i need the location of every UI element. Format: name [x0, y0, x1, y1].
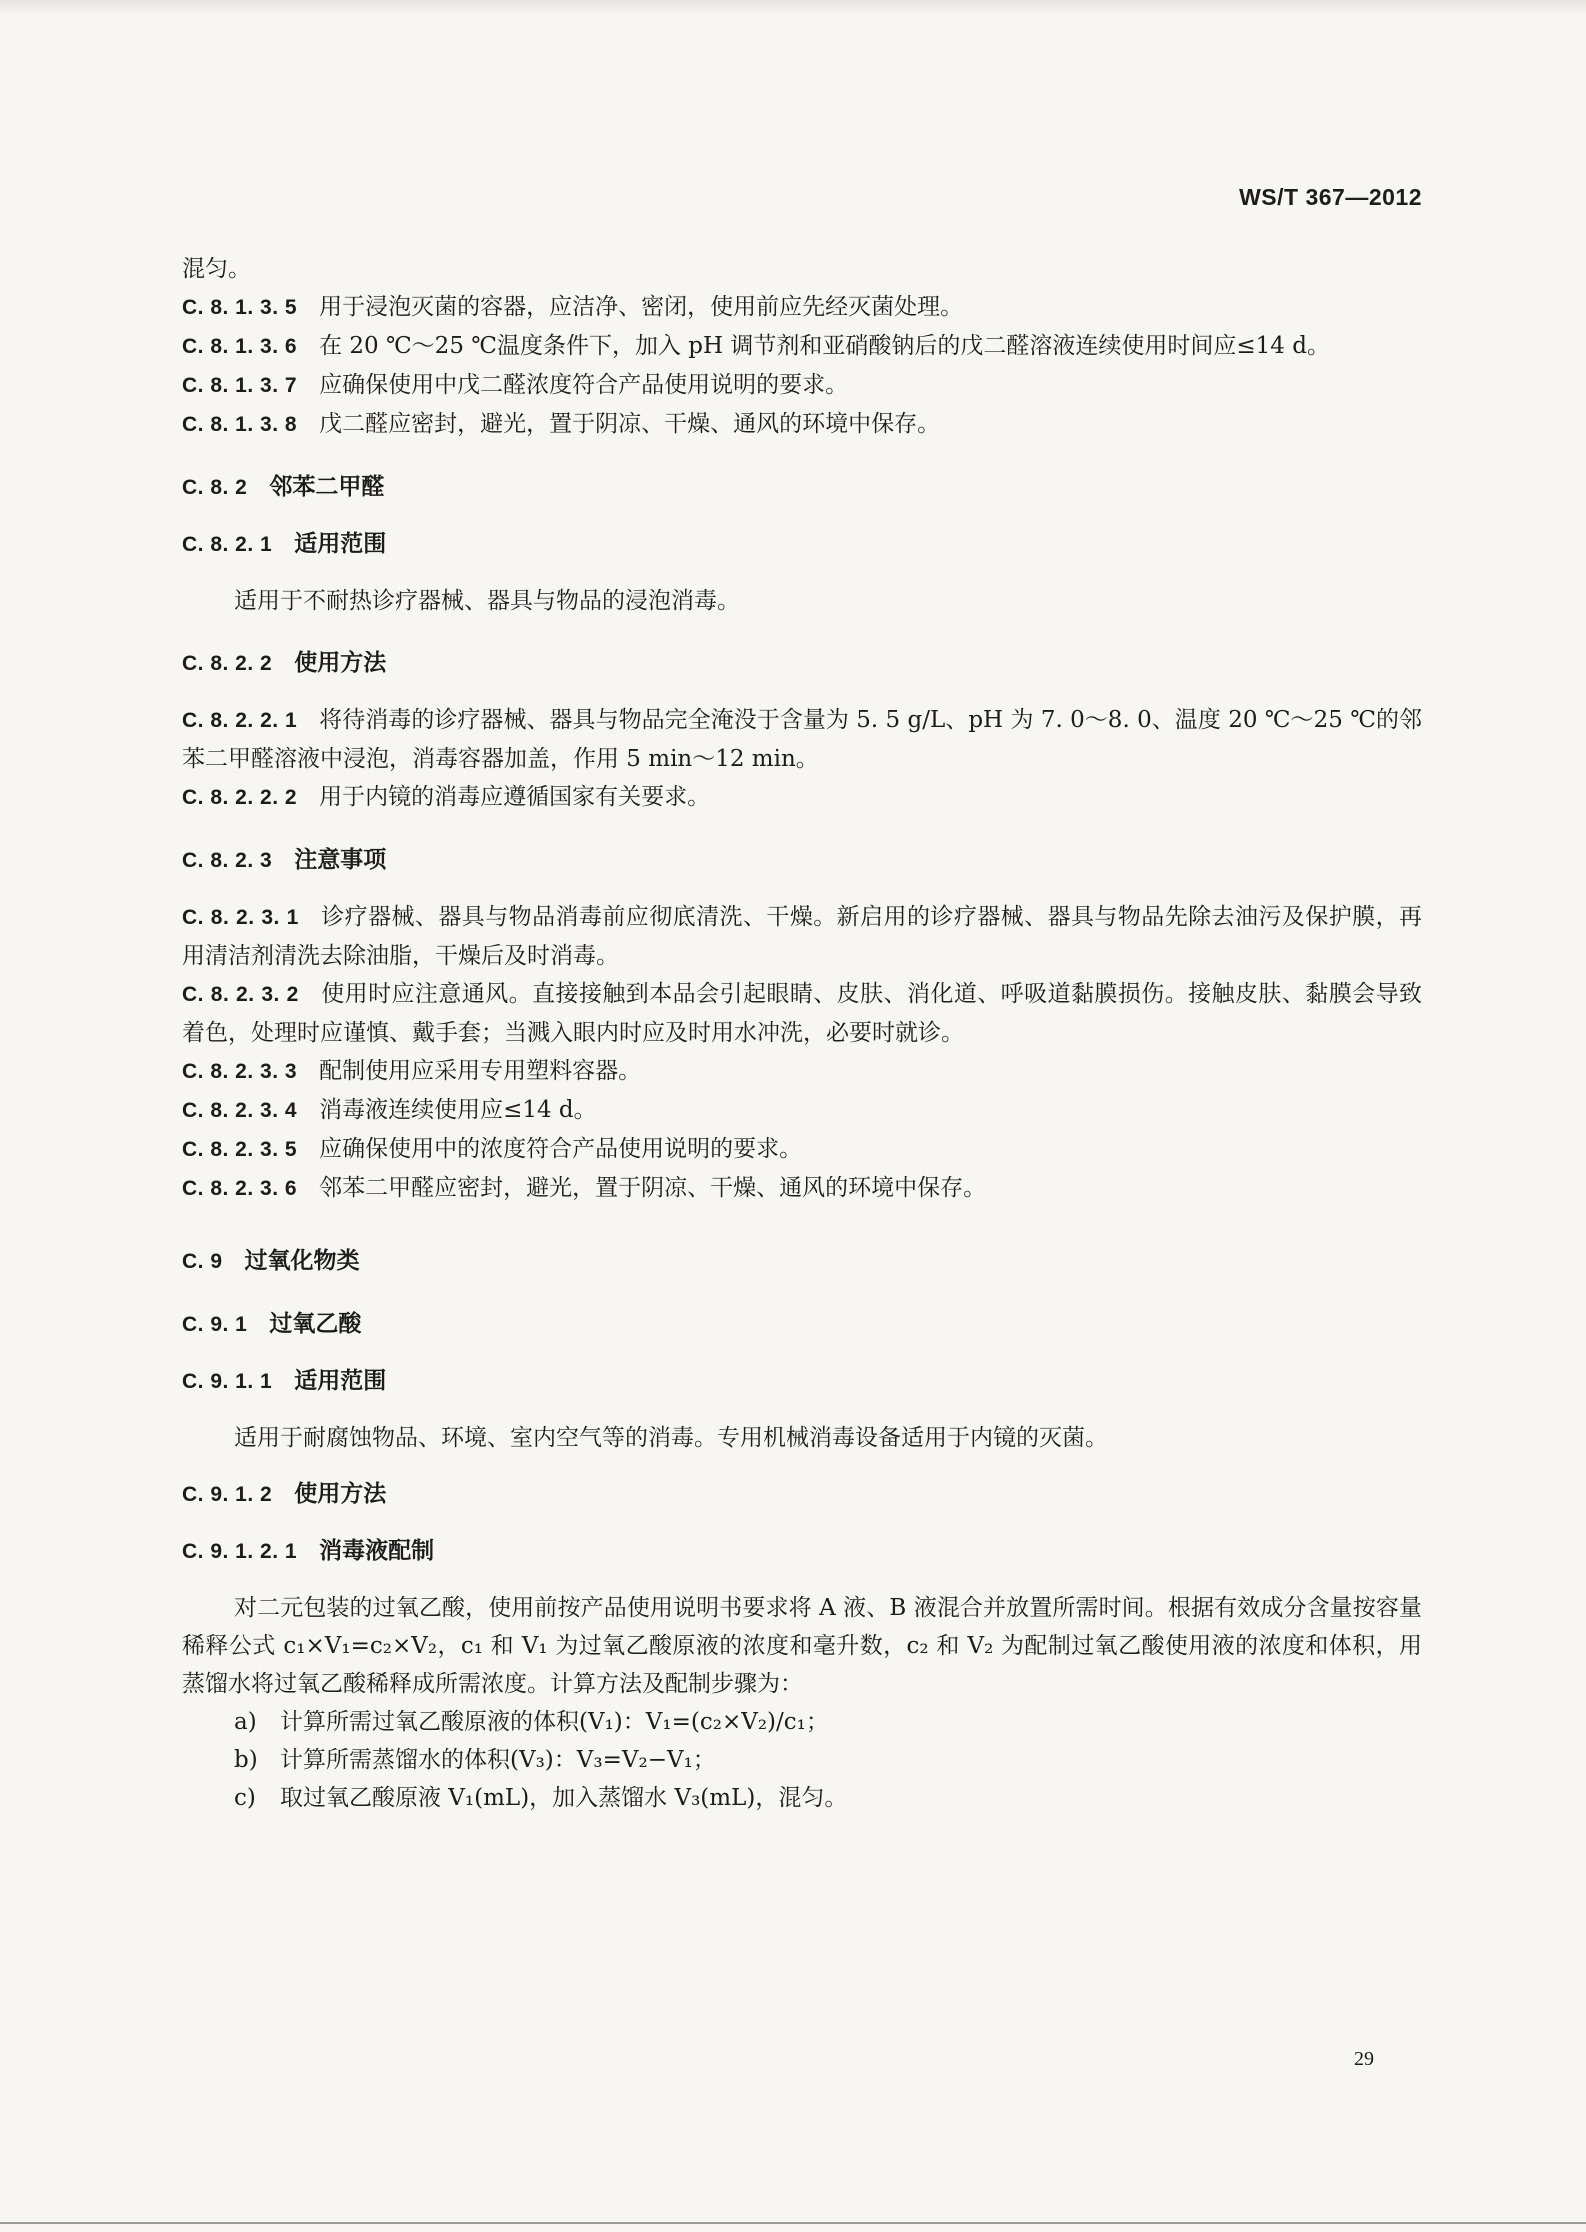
- section-title: 过氧乙酸: [269, 1311, 362, 1337]
- clause-number: C. 8. 1. 3. 7: [182, 374, 298, 397]
- subsection-heading: [182, 1362, 1422, 1401]
- list-item: [182, 1779, 1422, 1817]
- clause-number: C. 8. 1. 3. 8: [182, 413, 298, 436]
- section-title: 适用范围: [294, 531, 387, 557]
- clause-text: 应确保使用中的浓度符合产品使用说明的要求。: [319, 1136, 803, 1162]
- clause-paragraph: [182, 405, 1422, 444]
- list-text: 取过氧乙酸原液 V₁(mL)，加入蒸馏水 V₃(mL)，混匀。: [280, 1785, 848, 1811]
- clause-text: 用于内镜的消毒应遵循国家有关要求。: [319, 784, 711, 810]
- body-paragraph: 对二元包装的过氧乙酸，使用前按产品使用说明书要求将 A 液、B 液混合并放置所需时间。根据有效成分含量按容量稀释公式 c₁×V₁=c₂×V₂，c₁ 和 V₁ 为过氧乙酸原液的浓度和毫升数，c₂ 和 V₂ 为配制过氧乙酸使用液的浓度和体积，用蒸馏水将过氧乙酸稀释成所需浓度。计算方法及配制步骤为：: [182, 1595, 1422, 1697]
- section-number: C. 9: [182, 1250, 223, 1273]
- section-heading: [182, 1305, 1422, 1344]
- text-line: [182, 250, 1422, 288]
- list-marker: b): [234, 1747, 258, 1773]
- list-text: 计算所需蒸馏水的体积(V₃)：V₃=V₂−V₁；: [280, 1747, 716, 1773]
- section-title: 使用方法: [294, 1481, 387, 1507]
- section-title: 邻苯二甲醛: [269, 474, 385, 500]
- subsection-heading: [182, 1475, 1422, 1514]
- clause-number: C. 8. 2. 3. 5: [182, 1138, 298, 1161]
- clause-text: 配制使用应采用专用塑料容器。: [319, 1058, 642, 1084]
- clause-paragraph: [182, 1130, 1422, 1169]
- scan-shadow: [0, 0, 1586, 14]
- section-number: C. 9. 1: [182, 1313, 248, 1336]
- section-heading: [182, 468, 1422, 507]
- document-body: [182, 250, 1422, 1817]
- clause-number: C. 8. 2. 3. 4: [182, 1099, 298, 1122]
- clause-text: 戊二醛应密封，避光，置于阴凉、干燥、通风的环境中保存。: [319, 411, 941, 437]
- chapter-heading: [182, 1242, 1422, 1281]
- clause-number: C. 8. 1. 3. 5: [182, 296, 298, 319]
- clause-text: 在 20 ℃～25 ℃温度条件下，加入 pH 调节剂和亚硝酸钠后的戊二醛溶液连续使用时间应≤14 d。: [319, 333, 1330, 359]
- body-paragraph: 适用于耐腐蚀物品、环境、室内空气等的消毒。专用机械消毒设备适用于内镜的灭菌。: [234, 1425, 1108, 1451]
- section-number: C. 9. 1. 1: [182, 1370, 273, 1393]
- list-item: [182, 1703, 1422, 1741]
- clause-number: C. 8. 2. 2. 1: [182, 709, 298, 732]
- clause-text: 消毒液连续使用应≤14 d。: [319, 1097, 597, 1123]
- list-text: 计算所需过氧乙酸原液的体积(V₁)：V₁=(c₂×V₂)/c₁；: [280, 1709, 829, 1735]
- subsection-heading: [182, 644, 1422, 683]
- section-title: 过氧化物类: [244, 1248, 360, 1274]
- standard-code: WS/T 367—2012: [1239, 184, 1422, 210]
- clause-number: C. 8. 2. 2. 2: [182, 786, 298, 809]
- clause-number: C. 8. 2. 3. 2: [182, 983, 299, 1006]
- clause-paragraph: [182, 975, 1422, 1052]
- section-number: C. 9. 1. 2. 1: [182, 1540, 298, 1563]
- clause-paragraph: [182, 366, 1422, 405]
- section-number: C. 8. 2. 2: [182, 652, 273, 675]
- list-item: [182, 1741, 1422, 1779]
- section-number: C. 9. 1. 2: [182, 1483, 273, 1506]
- section-number: C. 8. 2. 1: [182, 533, 273, 556]
- clause-text: 使用时应注意通风。直接接触到本品会引起眼睛、皮肤、消化道、呼吸道黏膜损伤。接触皮肤、黏膜会导致着色，处理时应谨慎、戴手套；当溅入眼内时应及时用水冲洗，必要时就诊。: [182, 981, 1422, 1046]
- clause-number: C. 8. 2. 3. 3: [182, 1060, 298, 1083]
- section-title: 适用范围: [294, 1368, 387, 1394]
- subsection-heading: [182, 525, 1422, 564]
- list-marker: a): [234, 1709, 257, 1735]
- clause-text: 将待消毒的诊疗器械、器具与物品完全淹没于含量为 5. 5 g/L、pH 为 7. 0～8. 0、温度 20 ℃～25 ℃的邻苯二甲醛溶液中浸泡，消毒容器加盖，作用 5 min～12 min。: [182, 707, 1422, 772]
- section-title: 使用方法: [294, 650, 387, 676]
- clause-number: C. 8. 1. 3. 6: [182, 335, 298, 358]
- clause-paragraph: [182, 778, 1422, 817]
- clause-paragraph: [182, 701, 1422, 778]
- clause-paragraph: [182, 327, 1422, 366]
- section-number: C. 8. 2. 3: [182, 849, 273, 872]
- list-marker: c): [234, 1785, 256, 1811]
- scan-bottom-edge: [0, 2222, 1586, 2224]
- clause-text: 邻苯二甲醛应密封，避光，置于阴凉、干燥、通风的环境中保存。: [319, 1175, 987, 1201]
- clause-text: 用于浸泡灭菌的容器，应洁净、密闭，使用前应先经灭菌处理。: [319, 294, 964, 320]
- clause-number: C. 8. 2. 3. 6: [182, 1177, 298, 1200]
- clause-paragraph: [182, 1052, 1422, 1091]
- clause-text: 应确保使用中戊二醛浓度符合产品使用说明的要求。: [319, 372, 849, 398]
- section-title: 消毒液配制: [319, 1538, 435, 1564]
- section-number: C. 8. 2: [182, 476, 248, 499]
- paragraph-text: 混匀。: [182, 256, 251, 282]
- body-paragraph: 适用于不耐热诊疗器械、器具与物品的浸泡消毒。: [234, 588, 740, 614]
- page-number: 29: [1354, 2048, 1374, 2070]
- clause-paragraph: [182, 288, 1422, 327]
- subsection-heading: [182, 1532, 1422, 1571]
- clause-paragraph: [182, 1091, 1422, 1130]
- clause-paragraph: [182, 898, 1422, 975]
- clause-text: 诊疗器械、器具与物品消毒前应彻底清洗、干燥。新启用的诊疗器械、器具与物品先除去油污及保护膜，再用清洁剂清洗去除油脂，干燥后及时消毒。: [182, 904, 1422, 969]
- subsection-heading: [182, 841, 1422, 880]
- clause-paragraph: [182, 1169, 1422, 1208]
- section-title: 注意事项: [294, 847, 387, 873]
- clause-number: C. 8. 2. 3. 1: [182, 906, 299, 929]
